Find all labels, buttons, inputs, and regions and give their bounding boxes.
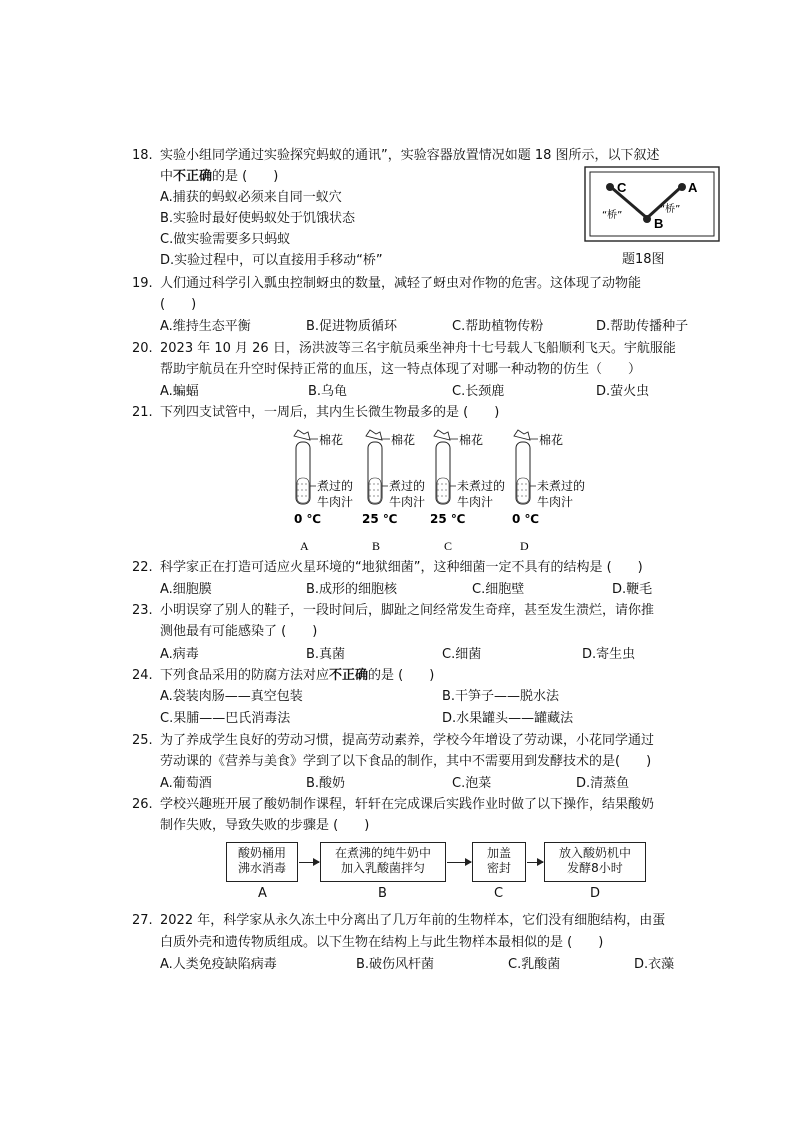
step-d-box <box>544 842 646 882</box>
step-c-box <box>472 842 526 882</box>
q20-stem-line1: 2023 年 10 月 26 日，汤洪波等三名宇航员乘坐神舟十七号载人飞船顺利飞天。宇航服能 <box>160 341 676 356</box>
q25-option-a: A.葡萄酒 <box>160 776 212 791</box>
tube-letter: B <box>372 539 381 553</box>
q19-option-c: C.帮助植物传粉 <box>452 319 544 334</box>
q24-option-c: C.果脯——巴氏消毒法 <box>160 711 291 726</box>
q27-number: 27. <box>132 913 153 928</box>
step-d-letter: D <box>590 886 601 901</box>
q27-option-a: A.人类免疫缺陷病毒 <box>160 957 277 972</box>
q22-stem-line1: 科学家正在打造可适应火星环境的“地狱细菌”，这种细菌一定不具有的结构是 ( ) <box>160 560 643 575</box>
q22-option-c: C.细胞壁 <box>472 582 525 597</box>
q20-number: 20. <box>132 341 153 356</box>
q18-figure-caption: 题18图 <box>622 252 665 267</box>
q27-stem-line1: 2022 年，科学家从永久冻土中分离出了几万年前的生物样本，它们没有细胞结构，由蛋 <box>160 913 666 928</box>
temperature-label: 0 ℃ <box>294 512 322 526</box>
q24-option-a: A.袋装肉肠——真空包装 <box>160 689 303 704</box>
q26-stem-line2: 制作失败，导致失败的步骤是 ( ) <box>160 818 370 833</box>
q25-option-d: D.清蒸鱼 <box>576 776 630 791</box>
cotton-label: 棉花 <box>459 433 484 447</box>
broth-label-2: 牛肉汁 <box>389 495 426 509</box>
q23-stem-line2: 测他最有可能感染了 ( ) <box>160 624 318 639</box>
label-c: C <box>617 180 627 195</box>
step-b-letter: B <box>378 886 387 901</box>
q22-option-b: B.成形的细胞核 <box>306 582 398 597</box>
tube-d <box>512 430 585 553</box>
q21-test-tubes-figure <box>280 428 600 556</box>
q26-number: 26. <box>132 797 153 812</box>
flow-arrow <box>527 862 543 863</box>
broth-label-2: 牛肉汁 <box>457 495 494 509</box>
temperature-label: 25 ℃ <box>362 512 398 526</box>
q23-stem-line1: 小明误穿了别人的鞋子，一段时间后，脚趾之间经常发生奇痒，甚至发生溃烂，请你推 <box>160 603 655 618</box>
container-b <box>643 215 651 223</box>
step-text: 发酵8小时 <box>567 861 623 875</box>
step-text: 加入乳酸菌拌匀 <box>340 861 425 875</box>
q18-number: 18. <box>132 148 153 163</box>
broth-label-2: 牛肉汁 <box>317 495 354 509</box>
q27-option-c: C.乳酸菌 <box>508 957 561 972</box>
q26-stem-line1: 学校兴趣班开展了酸奶制作课程，轩轩在完成课后实践作业时做了以下操作，结果酸奶 <box>160 797 655 812</box>
q23-option-c: C.细菌 <box>442 647 482 662</box>
q25-stem-line2: 劳动课的《营养与美食》学到了以下食品的制作，其中不需要用到发酵技术的是( ) <box>160 754 652 769</box>
cotton-plug-icon <box>434 430 450 440</box>
q26-flowchart <box>220 838 660 908</box>
q19-number: 19. <box>132 276 153 291</box>
q24-option-d: D.水果罐头——罐藏法 <box>442 711 574 726</box>
q18-option-a: A.捕获的蚂蚁必须来自同一蚁穴 <box>160 190 342 205</box>
step-text: 酸奶桶用 <box>237 846 286 860</box>
q23-option-b: B.真菌 <box>306 647 346 662</box>
step-a-letter: A <box>258 886 267 901</box>
step-a-box <box>226 842 298 882</box>
q18-stem-line1: 实验小组同学通过实验探究蚂蚁的通讯”，实验容器放置情况如题 18 图所示，以下叙述 <box>160 148 660 163</box>
bridge-right-label: “桥” <box>660 204 681 215</box>
cotton-label: 棉花 <box>391 433 416 447</box>
cotton-plug-icon <box>366 430 382 440</box>
temperature-label: 0 ℃ <box>512 512 540 526</box>
flow-arrow <box>447 862 471 863</box>
q21-number: 21. <box>132 405 153 420</box>
q18-option-c: C.做实验需要多只蚂蚁 <box>160 232 291 247</box>
q18-stem-line2: 中不正确的是 ( ) <box>160 169 279 184</box>
q25-number: 25. <box>132 733 153 748</box>
q19-option-d: D.帮助传播种子 <box>596 319 689 334</box>
q22-number: 22. <box>132 560 153 575</box>
step-text: 在煮沸的纯牛奶中 <box>334 846 431 860</box>
broth-label: 煮过的 <box>317 479 354 493</box>
q19-stem-line1: 人们通过科学引入瓢虫控制蚜虫的数量，减轻了蚜虫对作物的危害。这体现了动物能 <box>160 276 642 291</box>
q25-option-b: B.酸奶 <box>306 776 346 791</box>
q19-option-b: B.促进物质循环 <box>306 319 398 334</box>
step-c-letter: C <box>494 886 504 901</box>
flow-arrow <box>299 862 319 863</box>
q22-option-d: D.鞭毛 <box>612 582 653 597</box>
q18-option-b: B.实验时最好使蚂蚁处于饥饿状态 <box>160 211 356 226</box>
q22-option-a: A.细胞膜 <box>160 582 212 597</box>
temperature-label: 25 ℃ <box>430 512 466 526</box>
q27-option-d: D.衣藻 <box>634 957 675 972</box>
q18-figure <box>584 166 720 242</box>
step-text: 沸水消毒 <box>237 861 286 875</box>
q24-number: 24. <box>132 668 153 683</box>
q21-stem-line1: 下列四支试管中，一周后，其内生长微生物最多的是 ( ) <box>160 405 500 420</box>
q20-option-a: A.蝙蝠 <box>160 384 199 399</box>
q27-option-b: B.破伤风杆菌 <box>356 957 435 972</box>
broth-label-2: 牛肉汁 <box>537 495 574 509</box>
bridge-left-label: “桥” <box>602 210 623 221</box>
tube-letter: D <box>520 539 529 553</box>
tube-b <box>362 430 425 553</box>
step-text: 密封 <box>486 861 511 875</box>
broth-label: 煮过的 <box>389 479 426 493</box>
tube-c <box>430 430 505 553</box>
q23-option-d: D.寄生虫 <box>582 647 636 662</box>
q19-option-a: A.维持生态平衡 <box>160 319 251 334</box>
q20-stem-line2: 帮助宇航员在升空时保持正常的血压，这一特点体现了对哪一种动物的仿生（ ） <box>160 362 642 377</box>
q25-option-c: C.泡菜 <box>452 776 492 791</box>
q27-stem-line2: 白质外壳和遗传物质组成。以下生物在结构上与此生物样本最相似的是 ( ) <box>160 935 604 950</box>
label-b: B <box>654 216 664 231</box>
container-c <box>606 183 614 191</box>
q24-stem-line1: 下列食品采用的防腐方法对应不正确的是 ( ) <box>160 668 435 683</box>
label-a: A <box>688 180 698 195</box>
q20-option-b: B.乌龟 <box>308 384 348 399</box>
step-text: 放入酸奶机中 <box>558 846 631 860</box>
q23-option-a: A.病毒 <box>160 647 199 662</box>
tube-a <box>294 430 353 553</box>
cotton-label: 棉花 <box>319 433 344 447</box>
q19-stem-line2: ( ) <box>160 297 197 312</box>
q20-option-d: D.萤火虫 <box>596 384 650 399</box>
q24-option-b: B.干笋子——脱水法 <box>442 689 560 704</box>
step-b-box <box>320 842 446 882</box>
q20-option-c: C.长颈鹿 <box>452 384 505 399</box>
tube-letter: A <box>300 539 309 553</box>
container-a <box>678 183 686 191</box>
q23-number: 23. <box>132 603 153 618</box>
q18-option-d: D.实验过程中，可以直接用手移动“桥” <box>160 253 383 268</box>
cotton-plug-icon <box>514 430 530 440</box>
q25-stem-line1: 为了养成学生良好的劳动习惯，提高劳动素养，学校今年增设了劳动课，小花同学通过 <box>160 733 655 748</box>
tube-letter: C <box>444 539 453 553</box>
step-text: 加盖 <box>486 846 511 860</box>
cotton-label: 棉花 <box>539 433 564 447</box>
broth-label: 未煮过的 <box>457 479 506 493</box>
broth-label: 未煮过的 <box>537 479 586 493</box>
cotton-plug-icon <box>294 430 310 440</box>
